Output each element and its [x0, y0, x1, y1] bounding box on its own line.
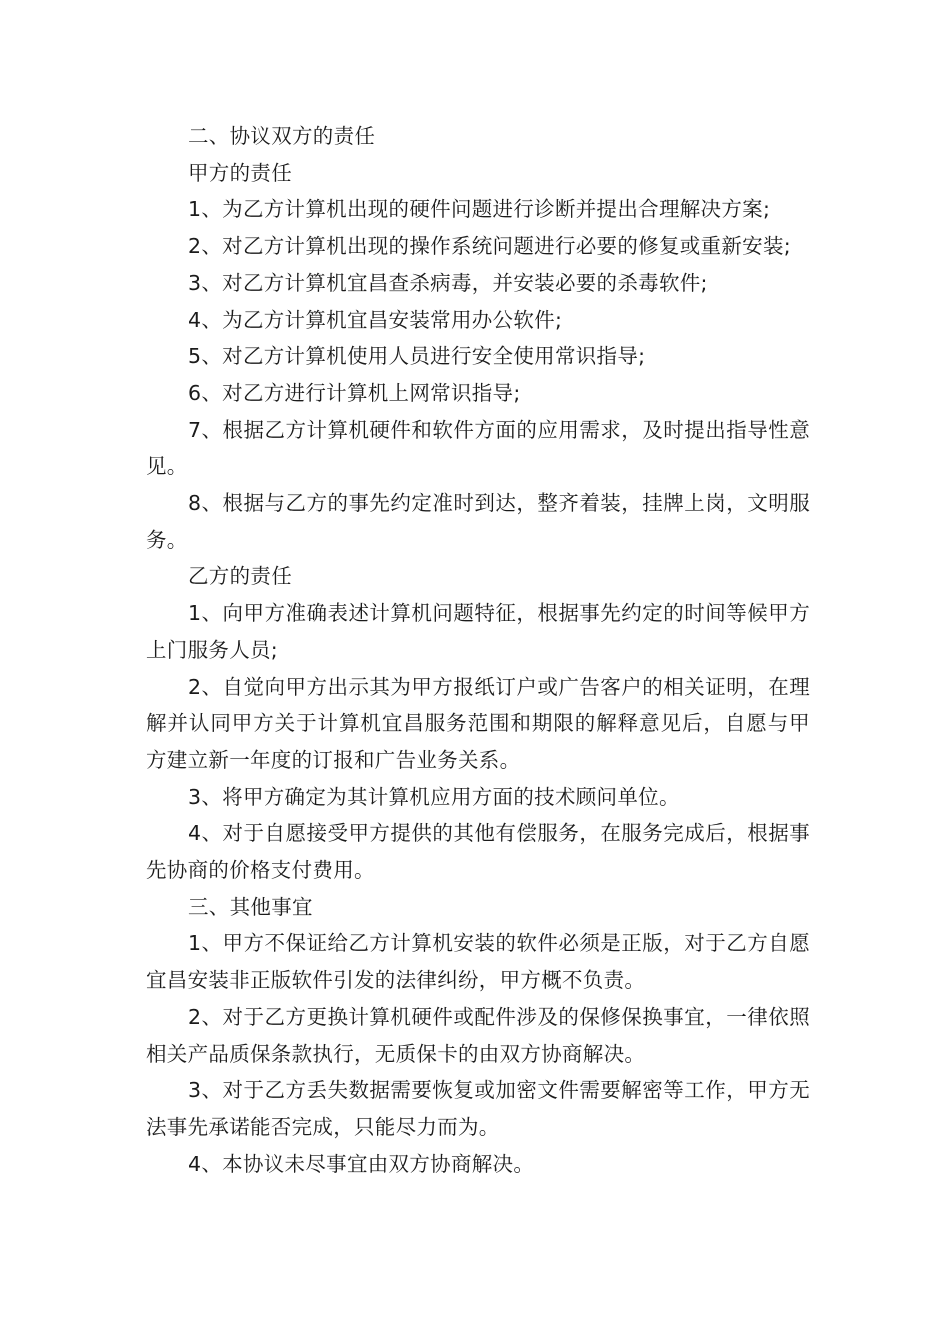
clause-a-5: 5、对乙方计算机使用人员进行安全使用常识指导; [188, 344, 646, 369]
clause-a-7: 7、根据乙方计算机硬件和软件方面的应用需求，及时提出指导性意见。 [146, 417, 810, 479]
section-heading-responsibilities: 二、协议双方的责任 [188, 124, 376, 148]
clause-a-2: 2、对乙方计算机出现的操作系统问题进行必要的修复或重新安装; [188, 234, 791, 259]
clause-other-4: 4、本协议未尽事宜由双方协商解决。 [188, 1151, 535, 1176]
clause-b-1: 1、向甲方准确表述计算机问题特征，根据事先约定的时间等候甲方上门服务人员; [146, 601, 810, 662]
clause-other-3: 3、对于乙方丢失数据需要恢复或加密文件需要解密等工作，甲方无法事先承诺能否完成，只能尽力而为。 [146, 1078, 810, 1139]
subheading-party-b: 乙方的责任 [188, 564, 292, 589]
subheading-party-a: 甲方的责任 [188, 160, 292, 185]
clause-b-2: 2、自觉向甲方出示其为甲方报纸订户或广告客户的相关证明，在理解并认同甲方关于计算机宜昌服务范围和期限的解释意见后，自愿与甲方建立新一年度的订报和广告业务关系。 [146, 674, 810, 772]
clause-b-4: 4、对于自愿接受甲方提供的其他有偿服务，在服务完成后，根据事先协商的价格支付费用。 [146, 821, 810, 883]
clause-other-2: 2、对于乙方更换计算机硬件或配件涉及的保修保换事宜，一律依照相关产品质保条款执行，无质保卡的由双方协商解决。 [146, 1004, 810, 1066]
clause-other-1: 1、甲方不保证给乙方计算机安装的软件必须是正版，对于乙方自愿宜昌安装非正版软件引发的法律纠纷，甲方概不负责。 [146, 931, 810, 993]
clause-b-3: 3、将甲方确定为其计算机应用方面的技术顾问单位。 [188, 784, 680, 809]
clause-a-8: 8、根据与乙方的事先约定准时到达，整齐着装，挂牌上岗，文明服务。 [146, 491, 810, 552]
section-heading-other-matters: 三、其他事宜 [188, 894, 313, 919]
clause-a-3: 3、对乙方计算机宜昌查杀病毒，并安装必要的杀毒软件; [188, 270, 708, 295]
clause-a-6: 6、对乙方进行计算机上网常识指导; [188, 380, 521, 405]
clause-a-1: 1、为乙方计算机出现的硬件问题进行诊断并提出合理解决方案; [188, 197, 771, 222]
clause-a-4: 4、为乙方计算机宜昌安装常用办公软件; [188, 307, 563, 332]
document-body [146, 118, 810, 1182]
